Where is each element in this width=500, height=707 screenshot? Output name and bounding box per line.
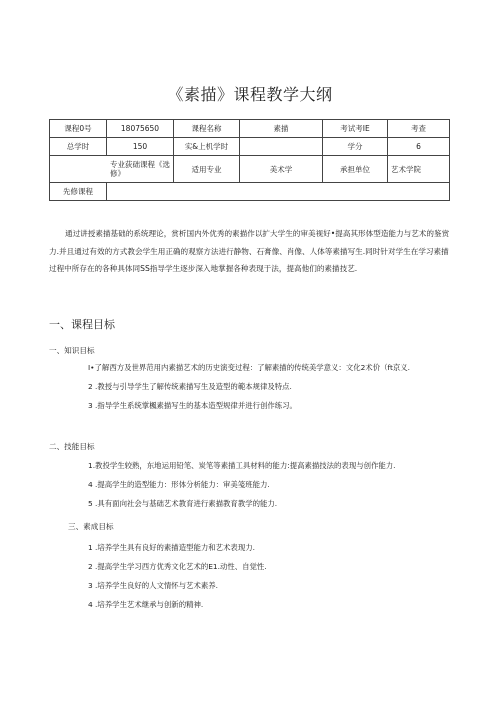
list-item: I•了解西方及世界范用内素描艺术的历史演变过程：了解素描的传统美学意义：文化2术价（ft京义. (88, 363, 410, 372)
table-cell: 总学时 (50, 138, 107, 156)
table-cell (240, 138, 323, 156)
intro-paragraph: 通过讲授素描基础的系统理论，赏析国内外优秀的素描作以扩大学生的审美视好•提高其形体型造能力与艺术的鉴赏力.并且通过有效的方式教会学生用正确的观察方法进行静物、石膏像、肖像、人体等素描写生.同时针对学生在学习素描过程中所存在的各种具体同SS指导学生逐步深入地掌握各种表现于法，提高他们的素描技艺. (49, 229, 450, 273)
table-cell: 18075650 (107, 120, 174, 138)
table-cell: 适用专业 (174, 156, 240, 183)
table-cell: 课程0号 (50, 120, 107, 138)
list-item: 2 .教授与引导学生了解传统素描写生及造型的範本规律及特点. (88, 382, 292, 391)
knowledge-heading: 一、知识目标 (49, 346, 95, 355)
list-item: 5 .具有面向社会与基础艺术教育进行素描教育教学的能力. (88, 499, 278, 508)
table-cell: 150 (107, 138, 174, 156)
document-title: 《素描》课程教学大纲 (167, 85, 333, 104)
list-item: 3 .培养学生良好的人文情怀与艺术素养. (88, 581, 219, 590)
quality-heading: 三、素成目标 (68, 522, 114, 531)
table-cell: 学分 (323, 138, 388, 156)
list-item: 4 .提高学生的造型能力：形体分析能力：审美笺班能力. (88, 480, 270, 489)
list-item: 3 .指导学生系统掌楓素描写生的基本造型规律并进行创作练习。 (88, 401, 297, 410)
table-cell: 专业荻础课程《选修》 (50, 156, 174, 183)
table-row (50, 120, 450, 138)
table-cell: 先修课程 (50, 183, 107, 201)
table-cell: 6 (388, 138, 450, 156)
course-info-table (49, 119, 450, 201)
table-cell: 考试考IE (323, 120, 388, 138)
list-item: 1 .培养学生具有良好的素描造型能力和艺术表现力. (88, 543, 255, 552)
list-item: 1.教投学生较熟，东地运用铅笔、炭笔等素描工具材料的能力:提高素描技法的表现与创作能力. (88, 461, 396, 470)
table-cell: 考查 (388, 120, 450, 138)
table-cell: 素描 (240, 120, 323, 138)
table-row (50, 138, 450, 156)
section-heading: 一、课程目标 (49, 318, 115, 331)
table-cell: 实&上机学时 (174, 138, 240, 156)
table-row (50, 156, 450, 183)
table-cell: 艺术学院 (388, 156, 450, 183)
list-item: 4 .培养学生艺术继承与创新的精神. (88, 600, 204, 609)
table-cell (107, 183, 450, 201)
table-cell: 课程名称 (174, 120, 240, 138)
table-cell: 美术学 (240, 156, 323, 183)
table-cell: 承担单位 (323, 156, 388, 183)
list-item: 2 .提高学生学习西方优秀文化艺术的E1.动性、自觉性. (88, 562, 267, 571)
table-row (50, 183, 450, 201)
skill-heading: 二、技能目标 (49, 442, 95, 451)
